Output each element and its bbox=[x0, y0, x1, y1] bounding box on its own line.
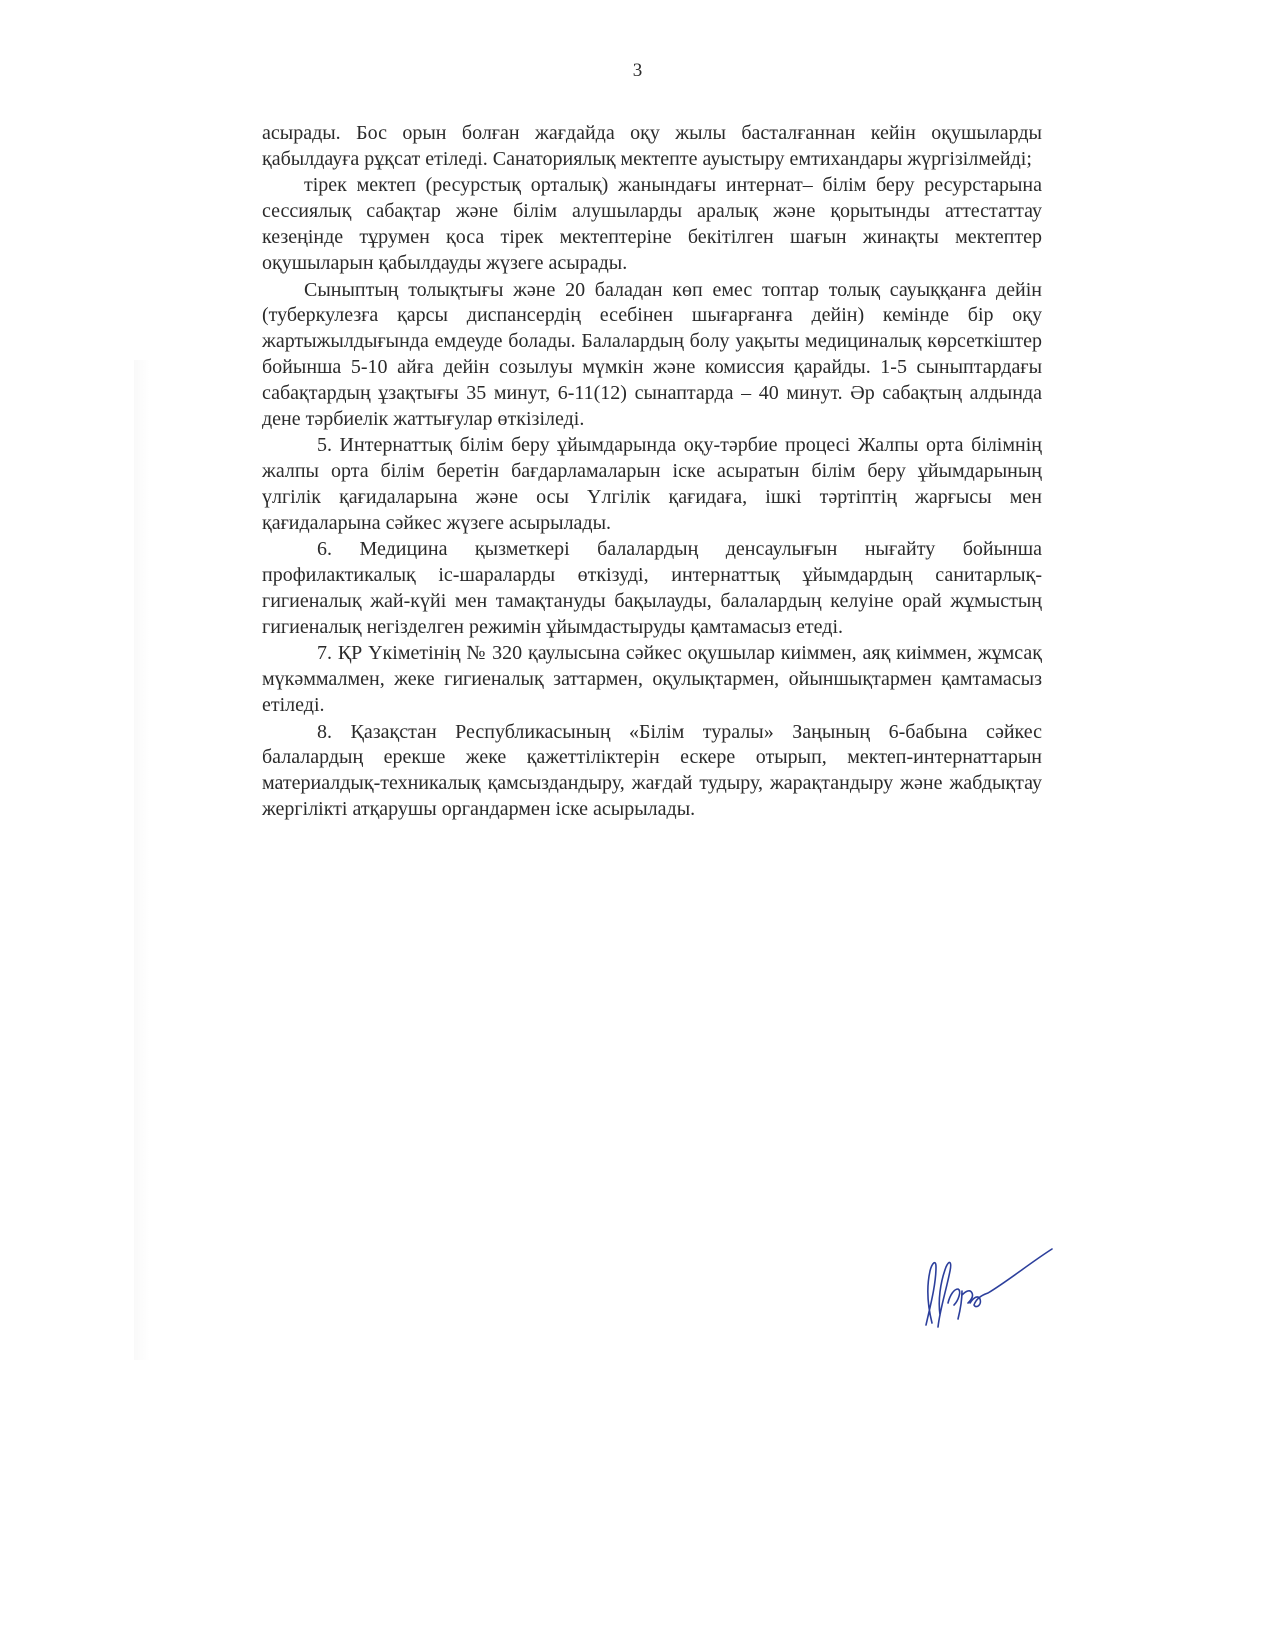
paragraph-support-school: тірек мектеп (ресурстық орталық) жанындағы интернат– білім беру ресурстарына сессиялық сабақтар және білім алушыларды аралық және қорытынды аттестаттау кезеңінде тұрумен қоса тірек мектептеріне бекітілген шағын жинақты мектептер оқушыларын қабылдауды жүзеге асырады. bbox=[262, 174, 1042, 274]
handwritten-signature bbox=[918, 1245, 1058, 1355]
page-number: 3 bbox=[632, 60, 643, 81]
paragraph-item-7: 7. ҚР Үкіметінің № 320 қаулысына сәйкес оқушылар киіммен, аяқ киіммен, жұмсақ мүкәммалмен, жеке гигиеналық заттармен, оқулықтармен, ойыншықтармен қамтамасыз етіледі. bbox=[262, 642, 1042, 716]
document-body bbox=[262, 121, 1042, 824]
paragraph-item-6: 6. Медицина қызметкері балалардың денсаулығын нығайту бойынша профилактикалық іс-шараларды өткізуді, интернаттық ұйымдардың санитарлық-гигиеналық жай-күйі мен тамақтануды бақылауды, балалардың келуіне орай жұмыстың гигиеналық негізделген режимін ұйымдастыруды қамтамасыз етеді. bbox=[262, 538, 1042, 638]
signature-strokes bbox=[926, 1249, 1052, 1327]
paragraph-class-size: Сыныптың толықтығы және 20 баладан көп емес топтар толық сауыққанға дейін (туберкулезға қарсы диспансердің есебінен шығарғанға дейін) кемінде бір оқу жартыжылдығында емдеуде болады. Балалардың болу уақыты медициналық көрсеткіштер бойынша 5-10 айға дейін созылуы мүмкін және комиссия қарайды. 1-5 сыныптардағы сабақтардың ұзақтығы 35 минут, 6-11(12) сынаптарда – 40 минут. Әр сабақтың алдында дене тәрбиелік жаттығулар өткізіледі. bbox=[262, 278, 1042, 430]
scan-edge-shade bbox=[134, 360, 150, 1360]
paragraph-item-5: 5. Интернаттық білім беру ұйымдарында оқу-тәрбие процесі Жалпы орта білімнің жалпы орта білім беретін бағдарламаларын іске асыратын білім беру ұйымдарының үлгілік қағидаларына және осы Үлгілік қағидаға, ішкі тәртіптің жарғысы мен қағидаларына сәйкес жүзеге асырылады. bbox=[262, 434, 1042, 534]
paragraph-item-8: 8. Қазақстан Республикасының «Білім туралы» Заңының 6-бабына сәйкес балалардың ерекше жеке қажеттіліктерін ескере отырып, мектеп-интернаттарын материалдық-техникалық қамсыздандыру, жағдай тудыру, жарақтандыру және жабдықтау жергілікті атқарушы органдармен іске асырылады. bbox=[262, 720, 1042, 821]
paragraph-continuation: асырады. Бос орын болған жағдайда оқу жылы басталғаннан кейін оқушыларды қабылдауға рұқсат етіледі. Санаториялық мектепте ауыстыру емтихандары жүргізілмейді; bbox=[262, 122, 1042, 170]
